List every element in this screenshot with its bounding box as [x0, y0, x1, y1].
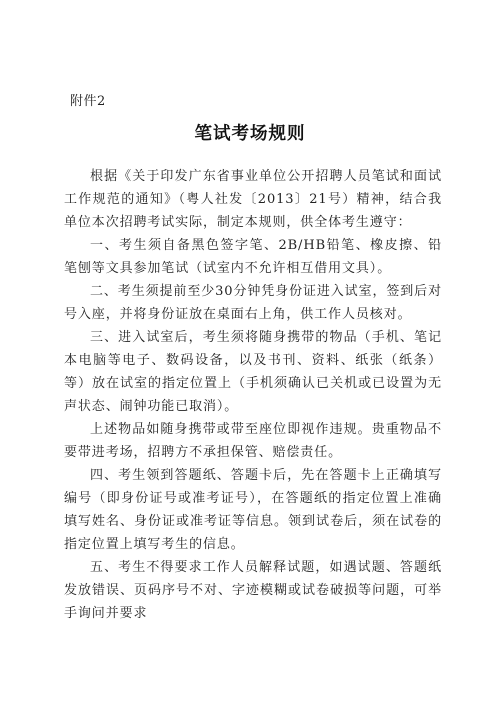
- document-body: [64, 165, 442, 625]
- paragraph-rule-5: 五、考生不得要求工作人员解释试题，如遇试题、答题纸发放错误、页码序号不对、字迹模糊或试卷破损等问题，可举手询问并要求: [64, 560, 442, 621]
- paragraph-rule-1: 一、考生须自备黑色签字笔、2B/HB铅笔、橡皮擦、铅笔刨等文具参加笔试（试室内不允许相互借用文具）。: [64, 238, 442, 276]
- attachment-label: 附件2: [70, 94, 106, 109]
- paragraph-rule-2: 二、考生须提前至少30分钟凭身份证进入试室，签到后对号入座，并将身份证放在桌面右上角，供工作人员核对。: [64, 284, 442, 322]
- paragraph-intro: 根据《关于印发广东省事业单位公开招聘人员笔试和面试工作规范的通知》（粤人社发〔2013〕21号）精神，结合我单位本次招聘考试实际，制定本规则，供全体考生遵守：: [64, 169, 442, 230]
- paragraph-rule-4: 四、考生领到答题纸、答题卡后，先在答题卡上正确填写编号（即身份证号或准考证号），在答题纸的指定位置上准确填写姓名、身份证或准考证等信息。领到试卷后，须在试卷的指定位置上填写考生的信息。: [64, 468, 442, 552]
- document-title: 笔试考场规则: [194, 124, 306, 144]
- paragraph-rule-3: 三、进入试室后，考生须将随身携带的物品（手机、笔记本电脑等电子、数码设备，以及书刊、资料、纸张（纸条）等）放在试室的指定位置上（手机须确认已关机或已设置为无声状态、闹钟功能已取消）。: [64, 330, 442, 414]
- paragraph-rule-3-note: 上述物品如随身携带或带至座位即视作违规。贵重物品不要带进考场，招聘方不承担保管、赔偿责任。: [64, 422, 442, 460]
